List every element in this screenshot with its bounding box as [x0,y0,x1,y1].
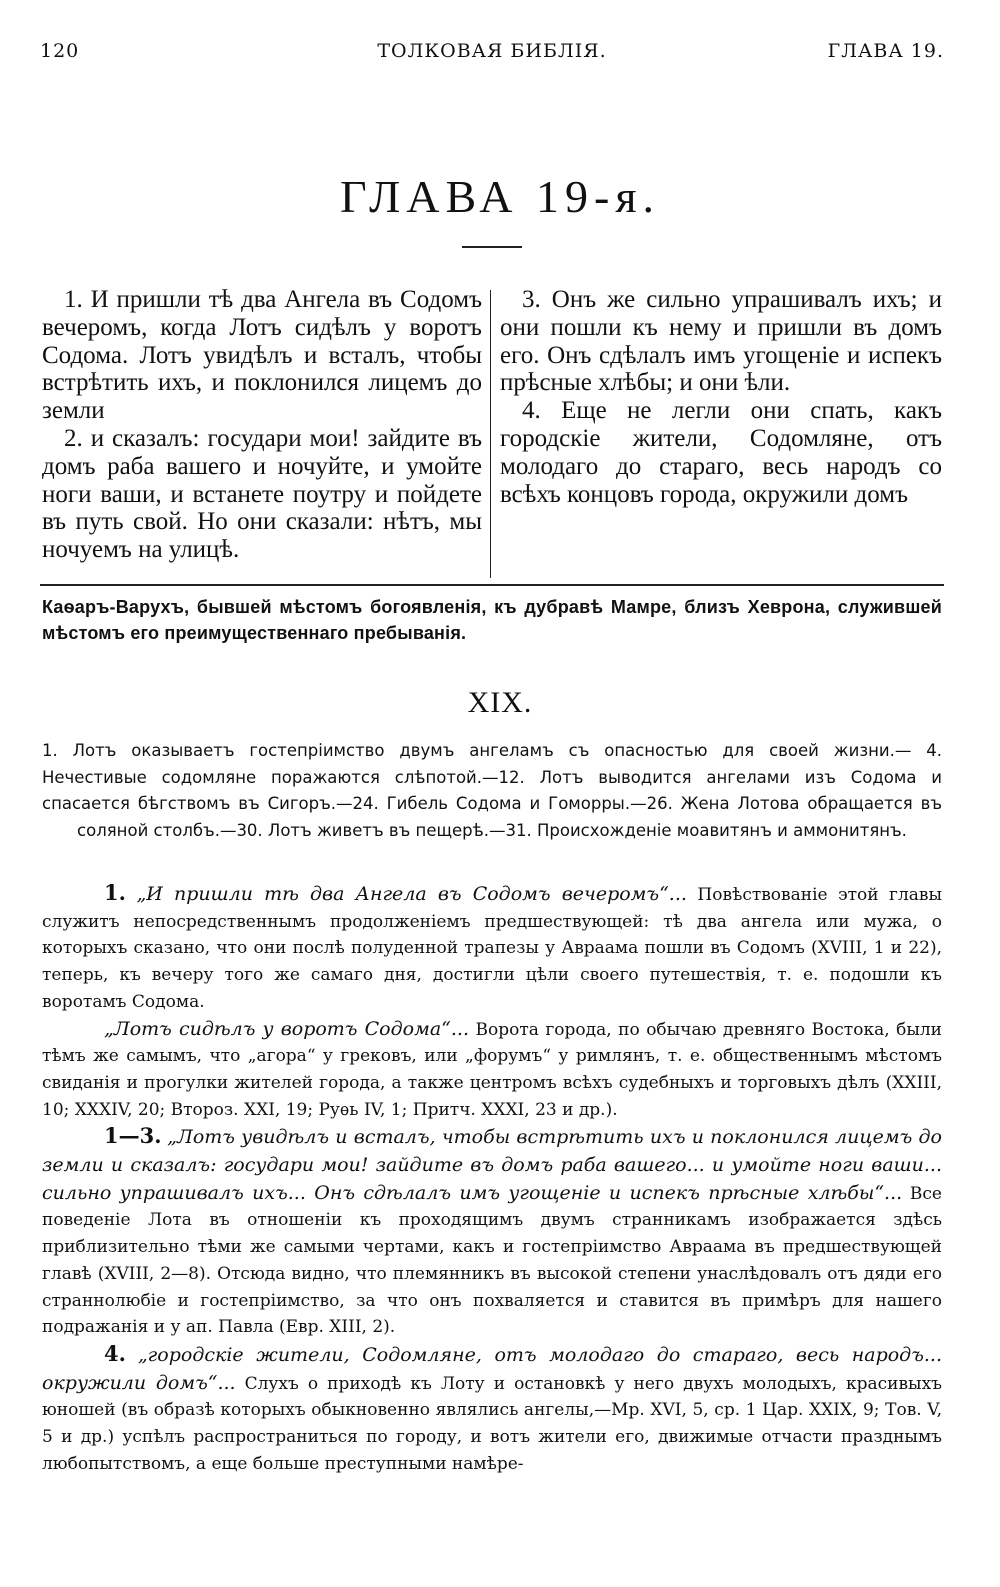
commentary-text: Ворота города, по обычаю древняго Востока, были тѣмъ же самымъ, что „агора“ у грековъ, или „форумъ“ у римлянъ, т. е. общественнымъ мѣстомъ свиданія и прогулки жителей города, а также центромъ всѣхъ судебныхъ и торговыхъ дѣлъ (XXIII, 10; XXXIV, 20; Второз. XXI, 19; Руѳь IV, 1; Притч. XXXI, 23 и др.). [42,1019,943,1120]
commentary-paragraph [42,880,942,1016]
verse-paragraph: 1. И пришли тѣ два Ангела въ Содомъ вечеромъ, когда Лотъ сидѣлъ у воротъ Содома. Лотъ увидѣлъ и всталъ, чтобы встрѣтить ихъ, и поклонился лицемъ до земли [42,286,482,425]
commentary-paragraph [42,1016,942,1124]
chapter-title: ГЛАВА 19-я. [339,171,661,222]
commentary-text: Повѣствованіе этой главы служитъ непосредственнымъ продолженіемъ предшествующей: тѣ два ангела или мужа, о которыхъ сказано, что они послѣ полуденной трапезы у Авраама пошли въ Содомъ (XVIII, 1 и 22), теперь, къ вечеру того же самаго дня, достигли цѣли своего путешествія, т. е. подошли къ воротамъ Содома. [42,885,943,1012]
commentary-paragraph [42,1123,942,1341]
title-rule [462,246,522,248]
verse-ref: 4. [104,1340,126,1366]
chapter-label: ГЛАВА 19. [827,40,944,62]
running-header [40,40,944,72]
chapter-summary: 1. Лотъ оказываетъ гостепріимство двумъ ангеламъ съ опасностью для своей жизни.— 4. Нечестивые содомляне поражаются слѣпотой.—12. Лотъ выводится ангелами изъ Содома и спасается бѣгствомъ въ Сигоръ.—24. Гибель Содома и Гоморры.—26. Жена Лотова обращается въ соляной столбъ.—30. Лотъ живетъ въ пещерѣ.—31. Происхожденіе моавитянъ и аммонитянъ. [42,741,942,840]
commentary-body [42,880,942,1477]
section-rule [40,584,944,586]
column-divider [490,290,491,578]
verse-quote: „Лотъ сидѣлъ у воротъ Содома“... [104,1017,469,1040]
illustration-caption: Каѳаръ-Варухъ, бывшей мѣстомъ богоявленія, къ дубравѣ Мамре, близъ Хеврона, служившей мѣстомъ его преимущественнаго пребыванія. [42,597,942,643]
verse-paragraph: 3. Онъ же сильно упрашивалъ ихъ; и они пошли къ нему и пришли въ домъ его. Онъ сдѣлалъ имъ угощеніе и испекъ прѣсные хлѣбы; и они ѣли. [500,286,942,397]
commentary-paragraph [42,1341,942,1478]
verse-quote: „И пришли тѣ два Ангела въ Содомъ вечеромъ“... [136,883,687,905]
verse-ref: 1—3. [104,1123,162,1149]
verse-column-right [500,286,942,508]
commentary-text: Слухъ о приходѣ къ Лоту и остановкѣ у него двухъ молодыхъ, красивыхъ юношей (въ образѣ которыхъ обыкновенно являлись ангелы,—Мр. XVI, 5, ср. 1 Цар. XXIX, 9; Тов. V, 5 и др.) успѣлъ распространиться по городу, и вотъ жители его, движимые отчасти празднымъ любопытствомъ, а еще больше преступными намѣре- [42,1373,942,1474]
page-number: 120 [40,40,80,62]
book-title: ТОЛКОВАЯ БИБЛІЯ. [377,40,607,62]
section-numeral: XIX. [467,686,533,719]
commentary-text: Все поведеніе Лота въ отношеніи къ проходящимъ двумъ странникамъ изображается здѣсь приблизительно тѣми же самыми чертами, какъ и гостепріимство Авраама въ предшествующей главѣ (XVIII, 2—8). Отсюда видно, что племянникъ въ высокой степени унаслѣдовалъ отъ дяди его страннолюбіе и гостепріимство, за что онъ похваляется и ставится въ примѣръ для нашего подражанія и у ап. Павла (Евр. XIII, 2). [42,1183,942,1338]
verse-quote: „Лотъ увидѣлъ и всталъ, чтобы встрѣтить ихъ и поклонился лицемъ до земли и сказалъ: государи мои! зайдите въ домъ раба вашего... и умойте ноги ваши... сильно упрашивалъ ихъ... Онъ сдѣлалъ имъ угощеніе и испекъ прѣсные хлѣбы“... [42,1126,942,1204]
verse-quote: „городскіе жители, Содомляне, отъ молодаго до стараго, весь народъ... окружили домъ“... [42,1343,942,1394]
verse-column-left [42,286,482,564]
verse-paragraph: 4. Еще не легли они спать, какъ городскіе жители, Содомляне, отъ молодаго до стараго, весь народъ со всѣхъ концовъ города, окружили домъ [500,397,942,508]
verse-paragraph: 2. и сказалъ: государи мои! зайдите въ домъ раба вашего и ночуйте, и умойте ноги ваши, и встанете поутру и пойдете въ путь свой. Но они сказали: нѣтъ, мы ночуемъ на улицѣ. [42,424,482,564]
verse-ref: 1. [104,880,126,905]
